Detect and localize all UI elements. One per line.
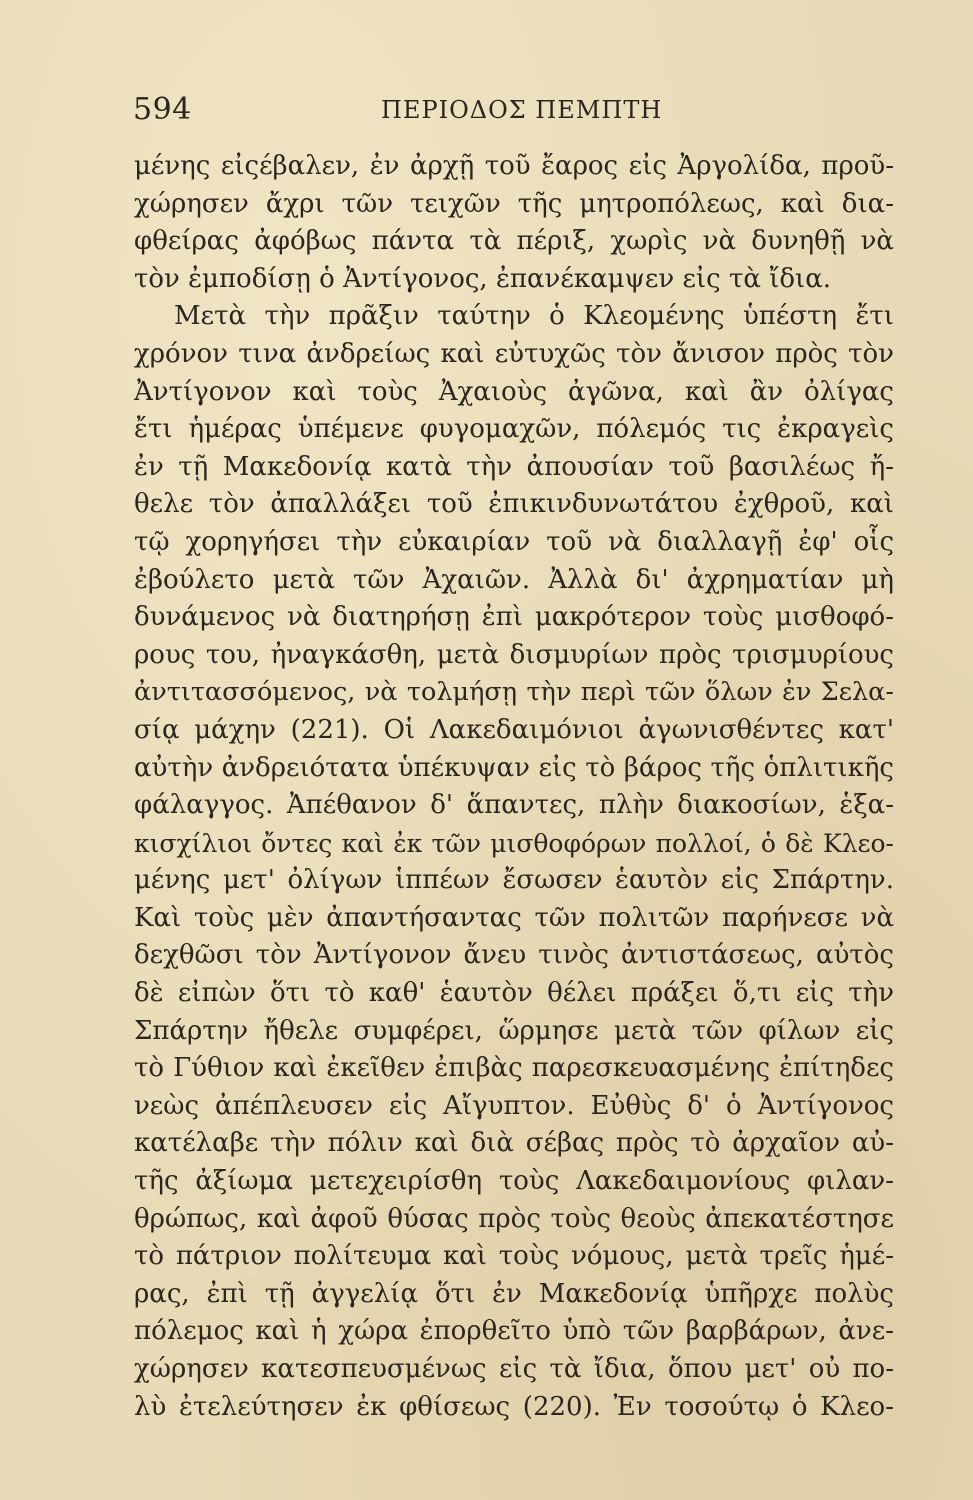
text-line: κατέλαβε τὴν πόλιν καὶ διὰ σέβας πρὸς τὸ ἀρχαῖον αὐ-	[134, 1128, 894, 1159]
text-line: πόλεμος καὶ ἡ χώρα ἐπορθεῖτο ὑπὸ τῶν βαρβάρων, ἀνε-	[134, 1316, 894, 1347]
text-line: φάλαγγος. Ἀπέθανον δ' ἅπαντες, πλὴν διακοσίων, ἑξα-	[134, 790, 894, 821]
text-line: ἀντιτασσόμενος, νὰ τολμήσῃ τὴν περὶ τῶν ὅλων ἐν Σελα-	[134, 677, 894, 708]
text-line: θρώπως, καὶ ἀφοῦ θύσας πρὸς τοὺς θεοὺς ἀπεκατέστησε	[134, 1203, 894, 1234]
page-number: 594	[133, 92, 192, 127]
text-line: δεχθῶσι τὸν Ἀντίγονον ἄνευ τινὸς ἀντιστάσεως, αὐτὸς	[134, 940, 894, 971]
text-line: μένης μετ' ὀλίγων ἱππέων ἔσωσεν ἑαυτὸν εἰς Σπάρτην.	[134, 865, 894, 896]
running-head: ΠΕΡΙΟΔΟΣ ΠΕΜΠΤΗ	[381, 96, 663, 124]
page-header	[133, 92, 893, 132]
text-line: ἐν τῇ Μακεδονίᾳ κατὰ τὴν ἀπουσίαν τοῦ βασιλέως ἤ-	[134, 451, 894, 482]
text-line: ἐβούλετο μετὰ τῶν Ἀχαιῶν. Ἀλλὰ δι' ἀχρηματίαν μὴ	[134, 564, 894, 595]
text-line: δυνάμενος νὰ διατηρήσῃ ἐπὶ μακρότερον τοὺς μισθοφό-	[134, 602, 894, 633]
text-line: Μετὰ τὴν πρᾶξιν ταύτην ὁ Κλεομένης ὑπέστη ἔτι	[174, 301, 894, 332]
text-line: τὸν ἐμποδίσῃ ὁ Ἀντίγονος, ἐπανέκαμψεν εἰς τὰ ἴδια.	[134, 263, 832, 294]
text-line: χώρησεν ἄχρι τῶν τειχῶν τῆς μητροπόλεως, καὶ δια-	[134, 188, 894, 219]
text-line: ρας, ἐπὶ τῇ ἀγγελίᾳ ὅτι ἐν Μακεδονίᾳ ὑπῆρχε πολὺς	[134, 1278, 894, 1309]
text-line: χώρησεν κατεσπευσμένως εἰς τὰ ἴδια, ὅπου μετ' οὐ πο-	[134, 1354, 894, 1384]
text-line: Καὶ τοὺς μὲν ἀπαντήσαντας τῶν πολιτῶν παρήνεσε νὰ	[134, 902, 894, 933]
text-line: θελε τὸν ἀπαλλάξει τοῦ ἐπικινδυνωτάτου ἐχθροῦ, καὶ	[134, 489, 894, 520]
text-line: δὲ εἰπὼν ὅτι τὸ καθ' ἑαυτὸν θέλει πράξει ὅ,τι εἰς τὴν	[134, 978, 894, 1009]
text-line: τῷ χορηγήσει τὴν εὐκαιρίαν τοῦ νὰ διαλλαγῇ ἐφ' οἷς	[134, 526, 894, 557]
text-line: Σπάρτην ἤθελε συμφέρει, ὥρμησε μετὰ τῶν φίλων εἰς	[134, 1015, 894, 1046]
text-line: τὸ Γύθιον καὶ ἐκεῖθεν ἐπιβὰς παρεσκευασμένης ἐπίτηδες	[134, 1053, 894, 1084]
text-line: αὐτὴν ἀνδρειότατα ὑπέκυψαν εἰς τὸ βάρος τῆς ὁπλιτικῆς	[134, 752, 894, 783]
text-line: σίᾳ μάχην (221). Οἱ Λακεδαιμόνιοι ἀγωνισθέντες κατ'	[134, 714, 894, 745]
text-line: τῆς ἀξίωμα μετεχειρίσθη τοὺς Λακεδαιμονίους φιλαν-	[134, 1166, 894, 1197]
text-line: ἔτι ἡμέρας ὑπέμενε φυγομαχῶν, πόλεμός τις ἐκραγεὶς	[134, 414, 894, 445]
text-line: κισχίλιοι ὄντες καὶ ἐκ τῶν μισθοφόρων πολλοί, ὁ δὲ Κλεο-	[134, 828, 894, 858]
body-text	[134, 148, 894, 1426]
text-line: λὺ ἐτελεύτησεν ἐκ φθίσεως (220). Ἐν τοσούτῳ ὁ Κλεο-	[134, 1391, 894, 1422]
text-line: τὸ πάτριον πολίτευμα καὶ τοὺς νόμους, μετὰ τρεῖς ἡμέ-	[134, 1241, 894, 1272]
text-line: Ἀντίγονον καὶ τοὺς Ἀχαιοὺς ἀγῶνα, καὶ ἂν ὀλίγας	[134, 376, 894, 407]
text-line: φθείρας ἀφόβως πάντα τὰ πέριξ, χωρὶς νὰ δυνηθῇ νὰ	[134, 226, 894, 257]
text-line: ρους του, ἠναγκάσθη, μετὰ δισμυρίων πρὸς τρισμυρίους	[134, 639, 894, 670]
text-line: νεὼς ἀπέπλευσεν εἰς Αἴγυπτον. Εὐθὺς δ' ὁ Ἀντίγονος	[134, 1090, 894, 1121]
text-line: χρόνον τινα ἀνδρείως καὶ εὐτυχῶς τὸν ἄνισον πρὸς τὸν	[134, 338, 894, 369]
text-line: μένης εἰςέβαλεν, ἐν ἀρχῇ τοῦ ἔαρος εἰς Ἀργολίδα, προῦ-	[134, 151, 894, 181]
